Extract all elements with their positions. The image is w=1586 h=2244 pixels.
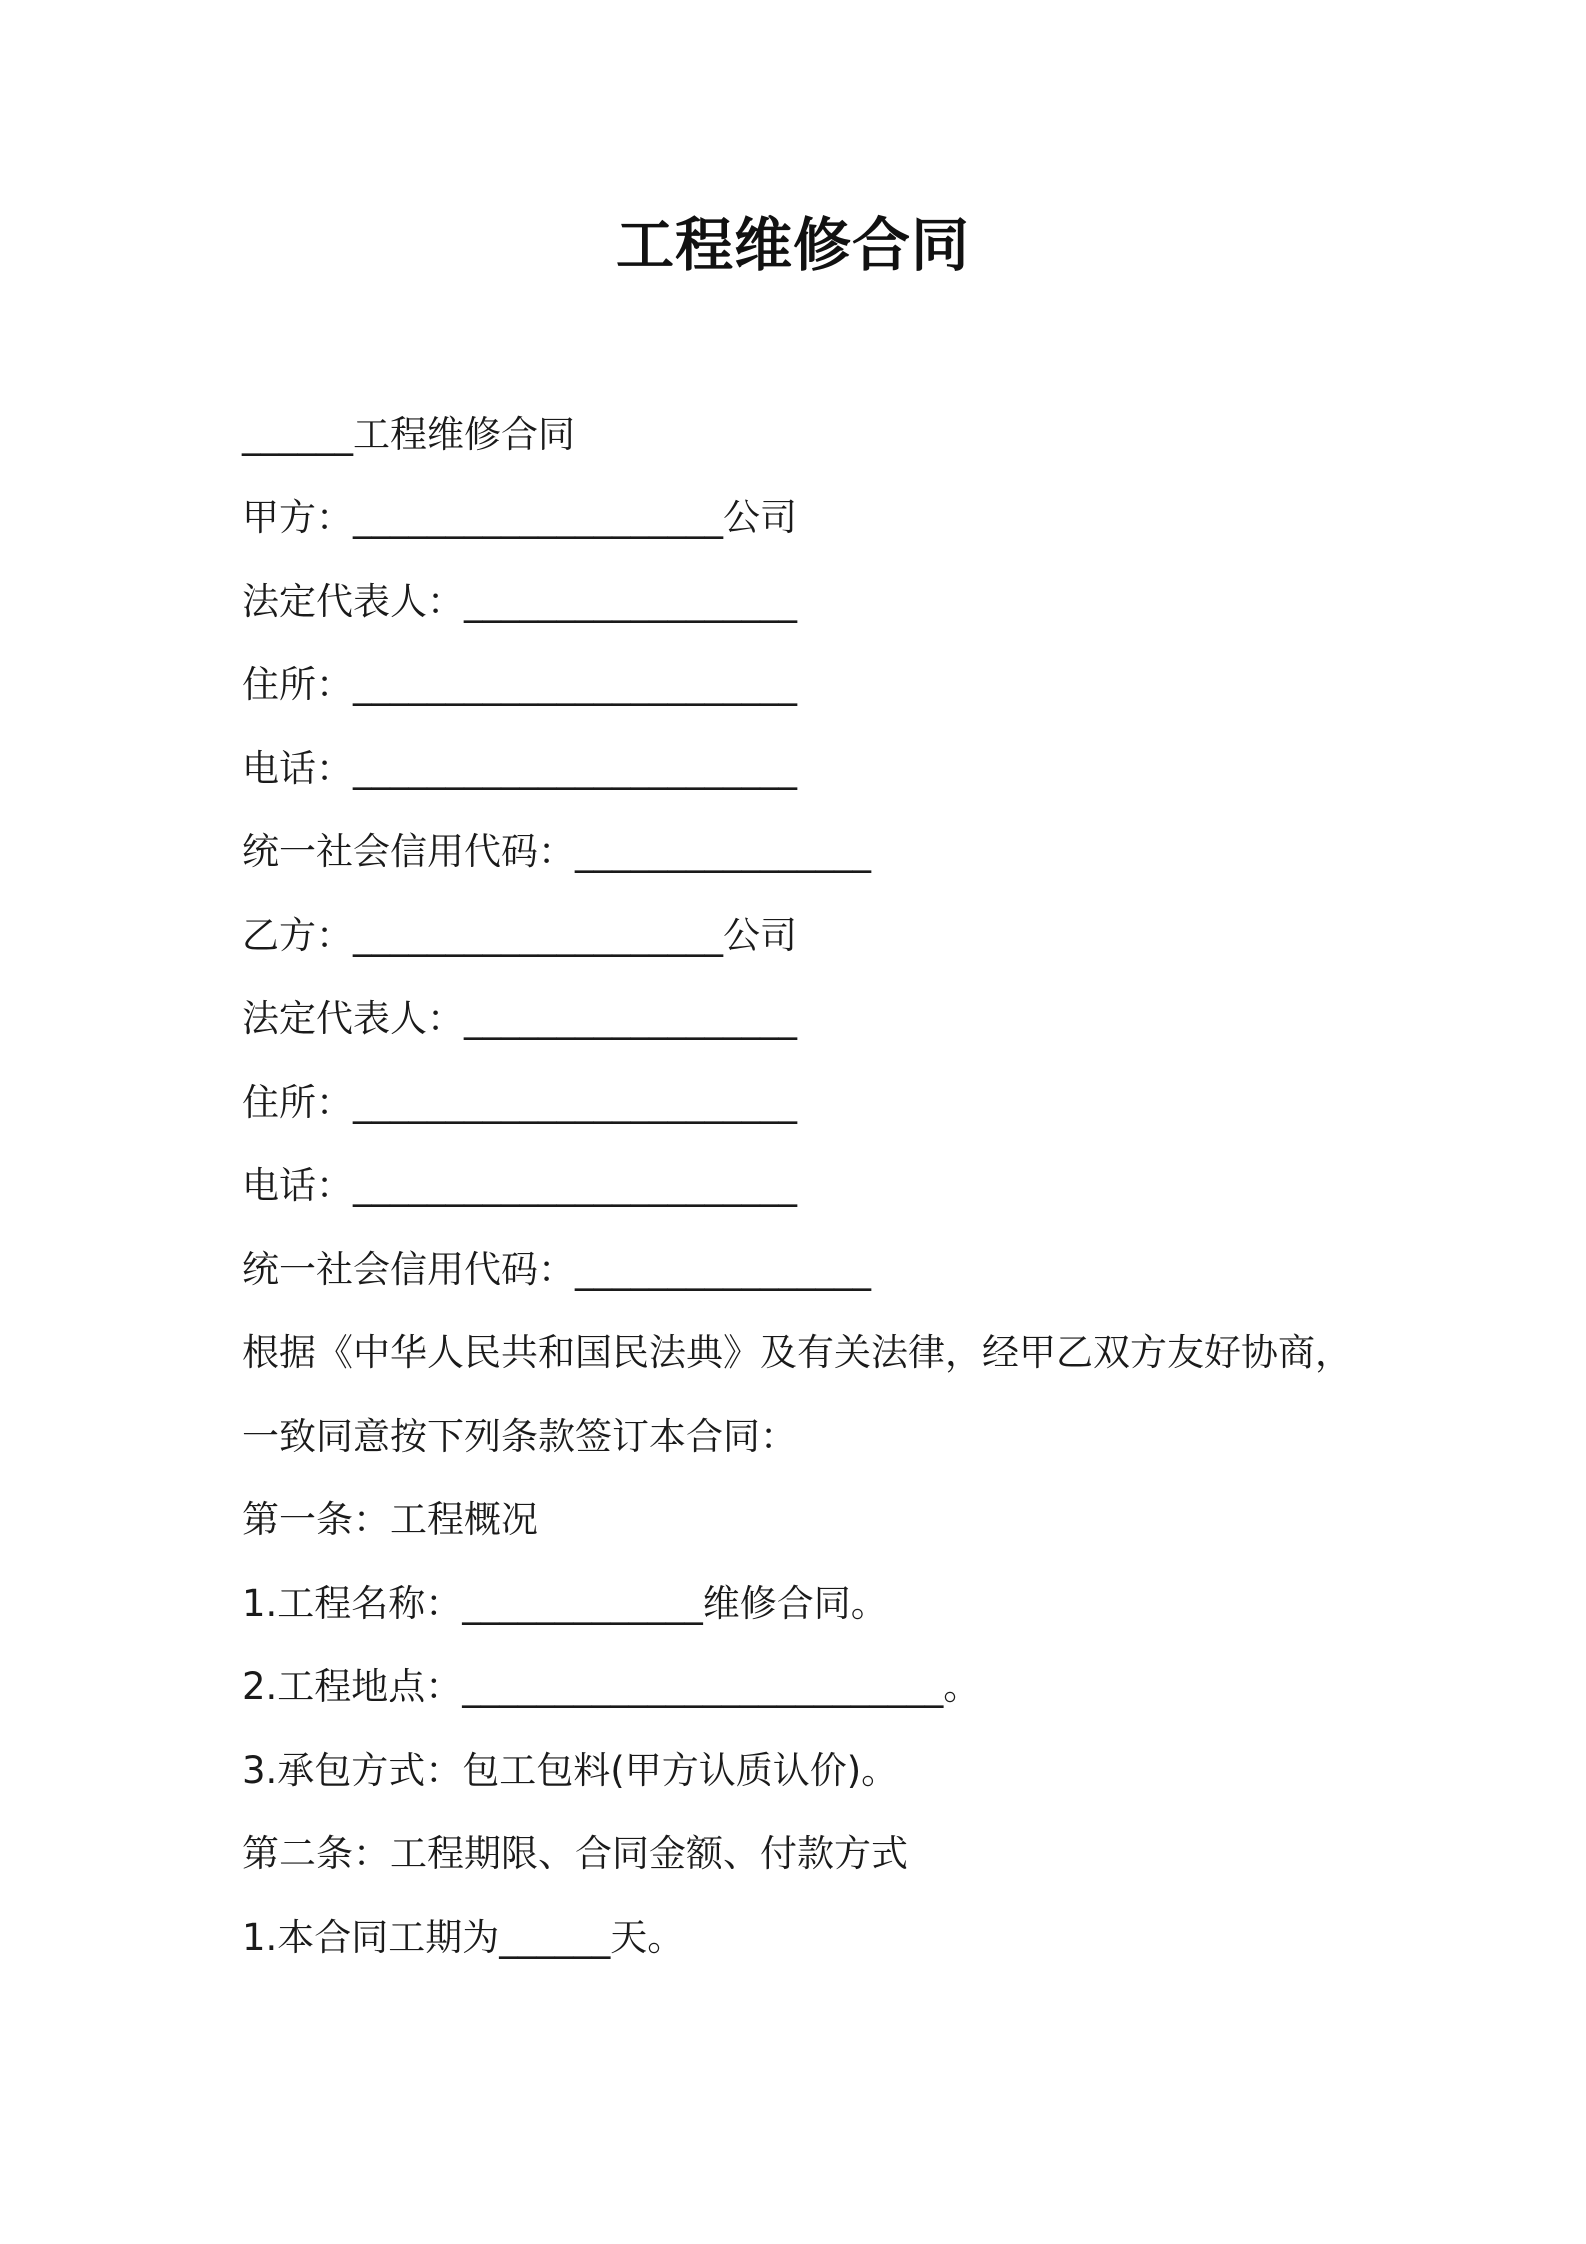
party-a-legal-representative-line: 法定代表人：__________________ xyxy=(242,580,797,623)
party-a-credit-code-line: 统一社会信用代码：________________ xyxy=(242,830,871,873)
project-name-line: 1.工程名称：_____________维修合同。 xyxy=(242,1582,888,1625)
party-a-phone-line: 电话：________________________ xyxy=(242,747,797,790)
preamble-line-1: 根据《中华人民共和国民法典》及有关法律，经甲乙双方友好协商， xyxy=(242,1331,1352,1374)
party-b-address-line: 住所：________________________ xyxy=(242,1081,797,1124)
article-2-heading: 第二条：工程期限、合同金额、付款方式 xyxy=(242,1832,908,1875)
contract-duration-line: 1.本合同工期为______天。 xyxy=(242,1916,685,1959)
document-title: 工程维修合同 xyxy=(615,211,970,279)
project-location-line: 2.工程地点：__________________________。 xyxy=(242,1665,981,1708)
party-b-legal-representative-line: 法定代表人：__________________ xyxy=(242,997,797,1040)
party-a-company-line: 甲方：____________________公司 xyxy=(242,496,797,539)
party-a-address-line: 住所：________________________ xyxy=(242,663,797,706)
article-1-heading: 第一条：工程概况 xyxy=(242,1498,538,1541)
party-b-credit-code-line: 统一社会信用代码：________________ xyxy=(242,1248,871,1291)
party-b-company-line: 乙方：____________________公司 xyxy=(242,914,797,957)
contract-method-line: 3.承包方式：包工包料(甲方认质认价)。 xyxy=(242,1749,899,1792)
party-b-phone-line: 电话：________________________ xyxy=(242,1164,797,1207)
preamble-line-2: 一致同意按下列条款签订本合同： xyxy=(242,1415,797,1458)
contract-subtitle-line: ______工程维修合同 xyxy=(242,413,575,456)
